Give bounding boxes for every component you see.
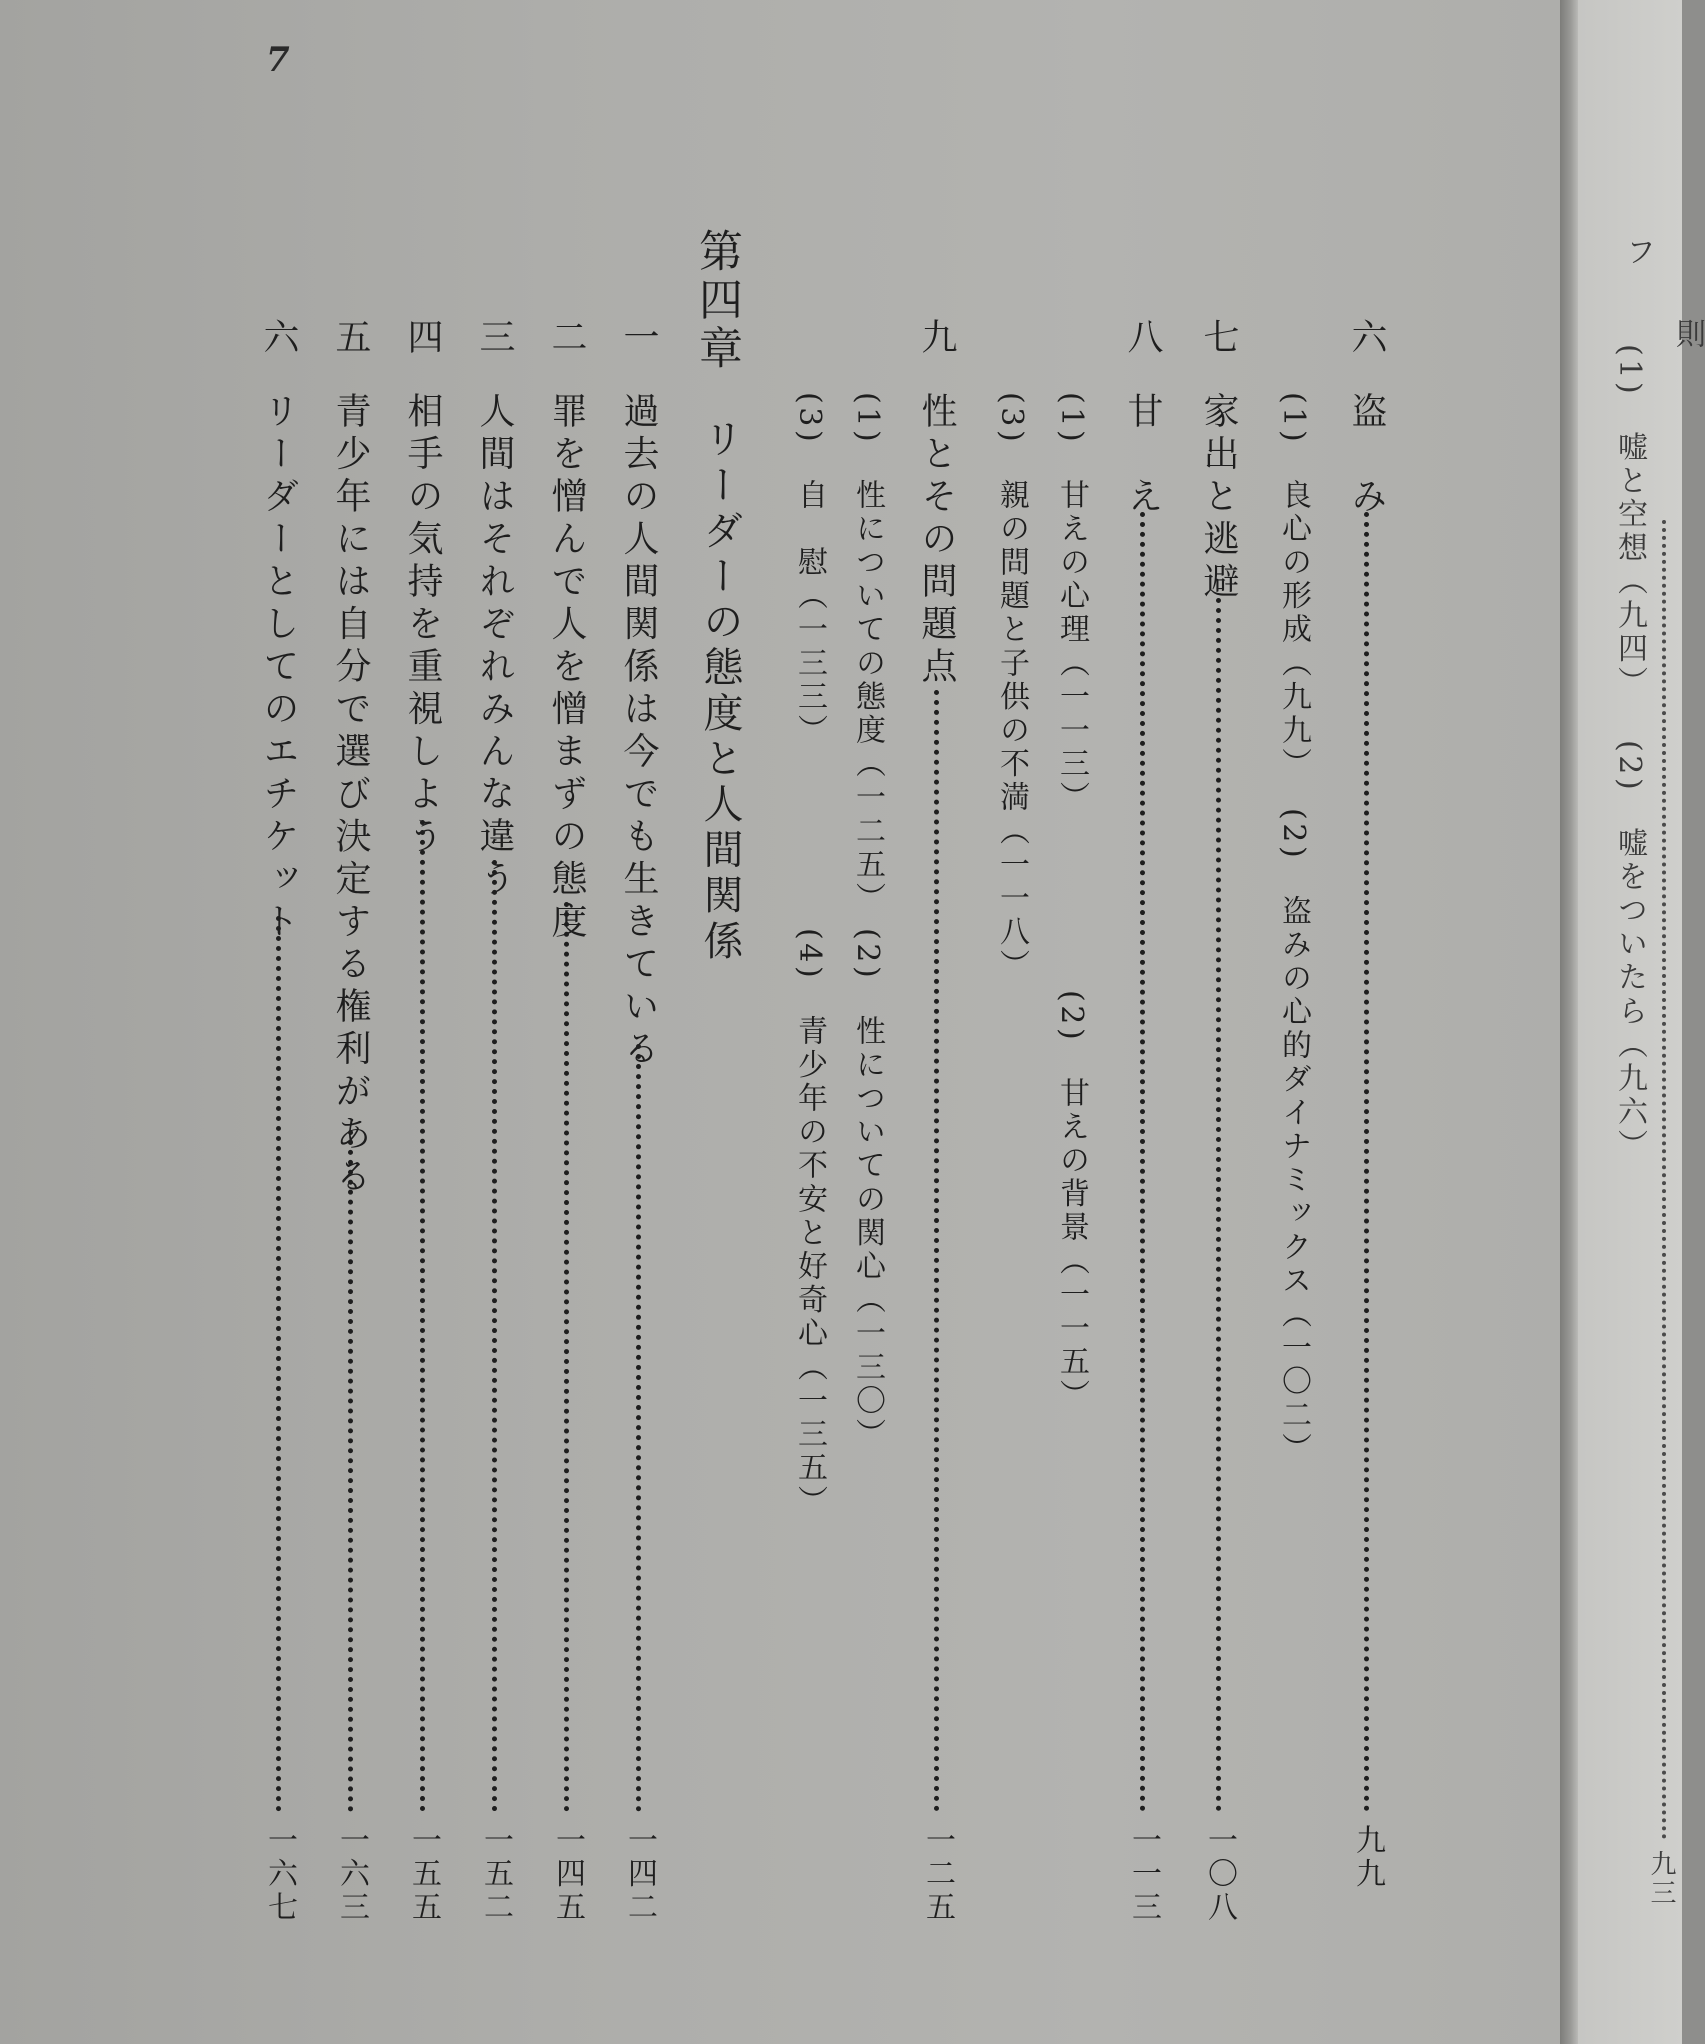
toc-subentry: (1) 性についての態度（一二五） [850, 392, 885, 916]
toc-entry-title: 相手の気持を重視しよう [402, 392, 443, 860]
toc-entry-page: 九九 [1350, 1824, 1385, 1892]
toc-entry-number: 三 [474, 318, 515, 361]
facing-subentry: (2) 嘘をついたら（九六） [1612, 740, 1647, 1163]
toc-entry-page: 一二五 [920, 1824, 955, 1925]
toc-entry-title: 性とその問題点 [916, 392, 957, 690]
toc-entry-page: 一四五 [550, 1824, 585, 1925]
toc-subentry: (3) 親の問題と子供の不満（一一八） [994, 392, 1029, 983]
toc-leader-dots [564, 902, 569, 1812]
toc-entry-title: 罪を憎んで人を憎まずの態度 [546, 392, 587, 945]
toc-entry-title: 青少年には自分で選び決定する権利がある [330, 392, 371, 1200]
toc-entry-title: 盗 み [1346, 392, 1387, 520]
toc-entry-page: 一五二 [478, 1824, 513, 1925]
page-number: 7 [266, 40, 290, 80]
toc-leader-dots [492, 860, 497, 1812]
chapter-label: 第四章 [691, 228, 742, 374]
toc-subentry: (2) 盗みの心的ダイナミックス（一〇二） [1276, 808, 1311, 1467]
toc-entry-page: 一四二 [622, 1824, 657, 1925]
toc-entry-number: 五 [330, 318, 371, 361]
toc-subentry: (4) 青少年の不安と好奇心（一三五） [792, 928, 827, 1519]
toc-entry-number: 四 [402, 318, 443, 361]
toc-entry-number: 六 [1346, 318, 1387, 361]
toc-leader-dots [934, 690, 939, 1812]
toc-subentry: (1) 良心の形成（九九） [1276, 392, 1311, 782]
toc-entry-title: 過去の人間関係は今でも生きている [618, 392, 659, 1072]
toc-leader-dots [1662, 520, 1666, 1840]
chapter-title: リーダーの態度と人間関係 [697, 418, 743, 966]
toc-subentry: (3) 自 慰（一三三） [792, 392, 827, 748]
toc-entry-number: 九 [916, 318, 957, 361]
toc-leader-dots [1216, 598, 1221, 1812]
toc-entry-number: 一 [618, 318, 659, 361]
toc-leader-dots [636, 1044, 641, 1812]
toc-leader-dots [420, 820, 425, 1812]
toc-entry-title: 人間はそれぞれみんな違う [474, 392, 515, 902]
toc-entry-page: 一〇八 [1202, 1824, 1237, 1925]
toc-subentry: (2) 甘えの背景（一一五） [1054, 990, 1089, 1413]
facing-fragment: 則 [1670, 318, 1705, 352]
facing-fragment: フ [1620, 236, 1655, 270]
toc-entry-title: 家出と逃避 [1198, 392, 1239, 605]
toc-entry-title: 甘 え [1122, 392, 1163, 520]
toc-leader-dots [348, 1130, 353, 1812]
toc-entry-page: 一六三 [334, 1824, 369, 1925]
toc-subentry: (2) 性についての関心（一三〇） [850, 928, 885, 1452]
facing-subentry: (1) 嘘と空想（九四） [1612, 344, 1647, 700]
toc-entry-page: 一六七 [262, 1824, 297, 1925]
facing-entry-page: 九三 [1646, 1850, 1676, 1909]
toc-subentry: (1) 甘えの心理（一一三） [1054, 392, 1089, 815]
toc-leader-dots [1364, 512, 1369, 1812]
toc-entry-page: 一五五 [406, 1824, 441, 1925]
toc-leader-dots [1140, 512, 1145, 1812]
toc-entry-number: 七 [1198, 318, 1239, 361]
toc-entry-number: 六 [258, 318, 299, 361]
facing-page [1578, 0, 1705, 2044]
book-gutter [1560, 0, 1578, 2044]
toc-entry-number: 二 [546, 318, 587, 361]
toc-entry-title: リーダーとしてのエチケット [258, 392, 299, 945]
toc-leader-dots [276, 916, 281, 1812]
toc-entry-number: 八 [1122, 318, 1163, 361]
toc-entry-page: 一一三 [1126, 1824, 1161, 1925]
